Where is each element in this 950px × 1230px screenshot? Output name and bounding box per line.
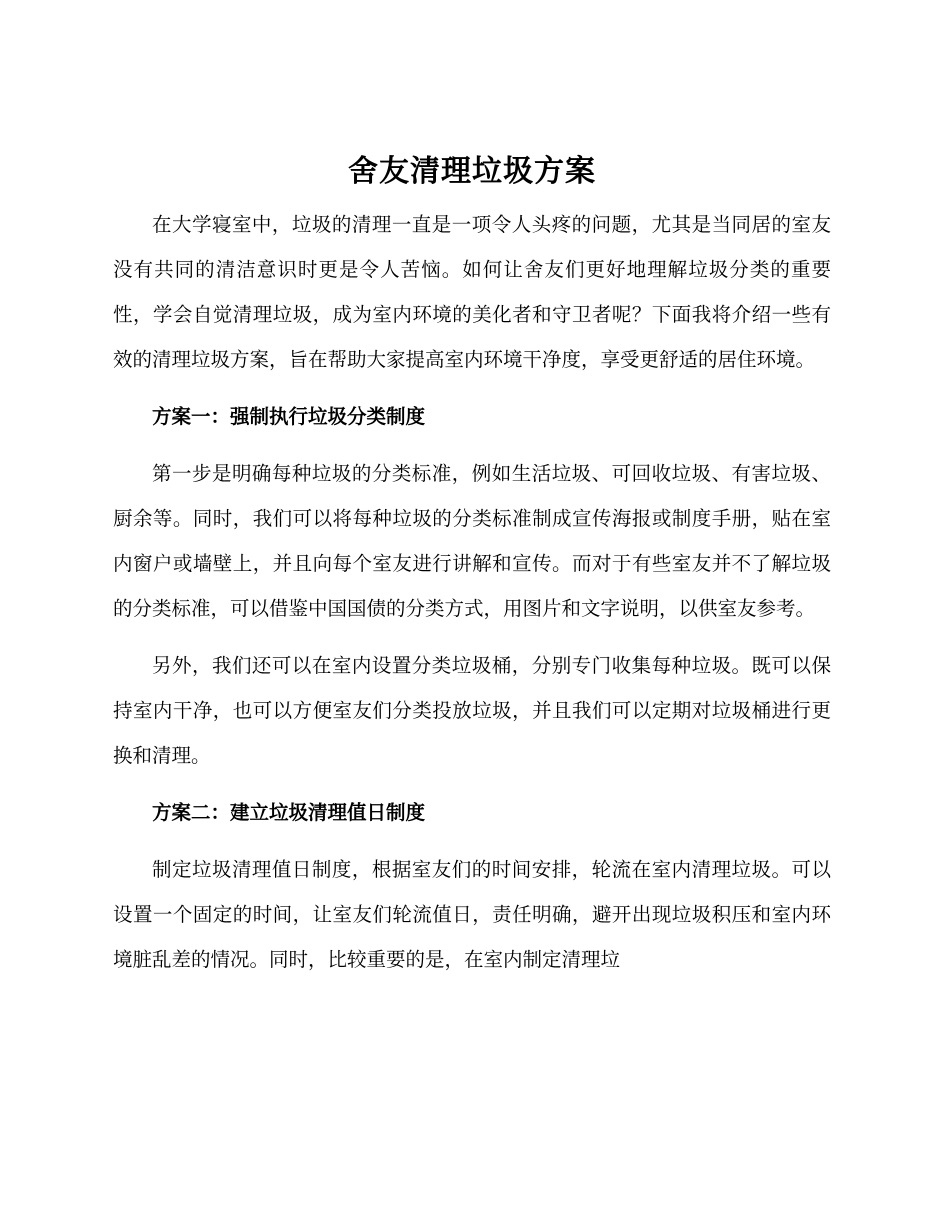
- section-plan-two: [113, 790, 831, 982]
- section-plan-one: [113, 394, 831, 778]
- intro-paragraph: 在大学寝室中，垃圾的清理一直是一项令人头疼的问题，尤其是当同居的室友没有共同的清洁意识时更是令人苦恼。如何让舍友们更好地理解垃圾分类的重要性，学会自觉清理垃圾，成为室内环境的美化者和守卫者呢？下面我将介绍一些有效的清理垃圾方案，旨在帮助大家提高室内环境干净度，享受更舒适的居住环境。: [113, 213, 831, 371]
- body-paragraph: 另外，我们还可以在室内设置分类垃圾桶，分别专门收集每种垃圾。既可以保持室内干净，也可以方便室友们分类投放垃圾，并且我们可以定期对垃圾桶进行更换和清理。: [113, 654, 831, 767]
- section-heading: 方案二：建立垃圾清理值日制度: [152, 801, 426, 824]
- document-title: 舍友清理垃圾方案: [348, 154, 596, 189]
- body-paragraph: 第一步是明确每种垃圾的分类标准，例如生活垃圾、可回收垃圾、有害垃圾、厨余等。同时，我们可以将每种垃圾的分类标准制成宣传海报或制度手册，贴在室内窗户或墙壁上，并且向每个室友进行讲解和宣传。而对于有些室友并不了解垃圾的分类标准，可以借鉴中国国债的分类方式，用图片和文字说明，以供室友参考。: [113, 462, 831, 620]
- body-paragraph: 制定垃圾清理值日制度，根据室友们的时间安排，轮流在室内清理垃圾。可以设置一个固定的时间，让室友们轮流值日，责任明确，避开出现垃圾积压和室内环境脏乱差的情况。同时，比较重要的是，在室内制定清理垃: [113, 858, 831, 971]
- section-heading: 方案一：强制执行垃圾分类制度: [152, 405, 426, 428]
- document-page: [113, 150, 831, 994]
